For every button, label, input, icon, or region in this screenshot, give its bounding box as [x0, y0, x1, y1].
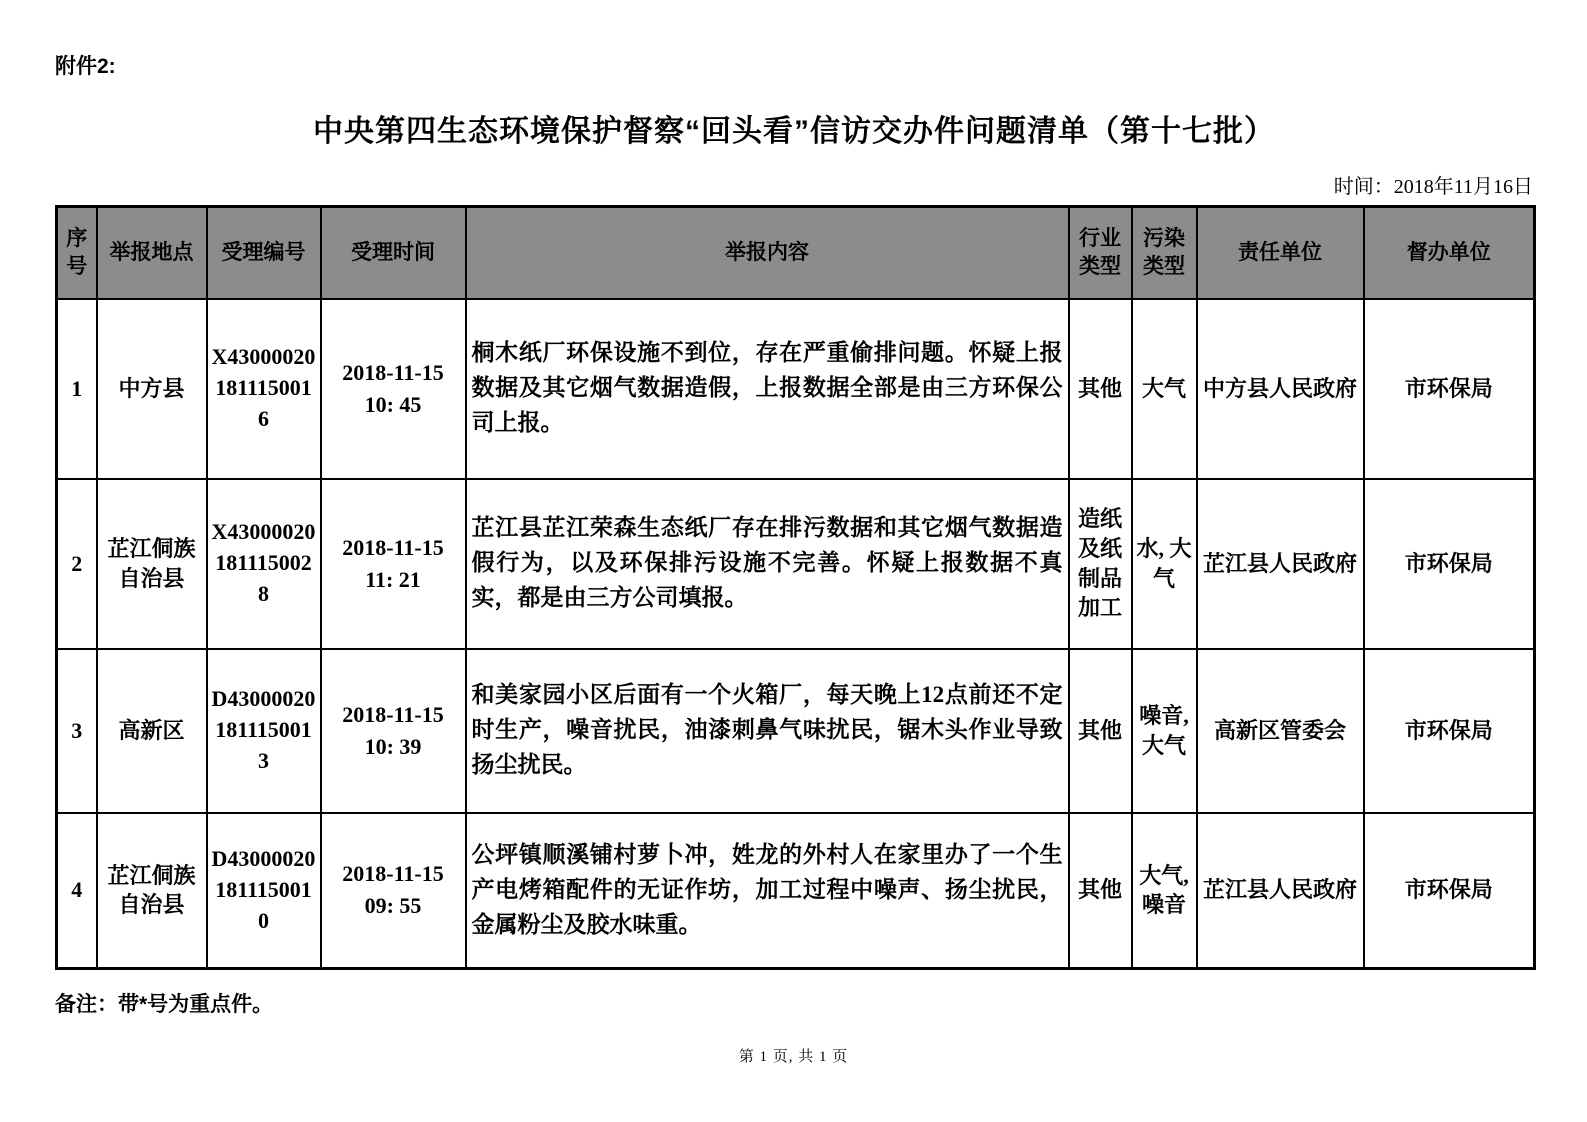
- header-cell-supervising-unit: 督办单位: [1364, 207, 1535, 299]
- cell-seq: 3: [57, 649, 97, 813]
- header-cell-location: 举报地点: [97, 207, 207, 299]
- table-row: [57, 479, 1535, 649]
- table-header-row: [57, 207, 1535, 299]
- cell-accept-time: [321, 299, 466, 479]
- cell-content: 和美家园小区后面有一个火箱厂，每天晚上12点前还不定时生产，噪音扰民，油漆刺鼻气味扰民，锯木头作业导致扬尘扰民。: [466, 649, 1069, 813]
- cell-pollution: 大气: [1132, 299, 1197, 479]
- accept-time: 10: 45: [364, 391, 422, 417]
- cell-industry: 造纸及纸制品加工: [1069, 479, 1132, 649]
- cell-responsible-unit: 中方县人民政府: [1197, 299, 1364, 479]
- cell-seq: 2: [57, 479, 97, 649]
- note: 备注：带*号为重点件。: [55, 993, 274, 1016]
- cell-industry: 其他: [1069, 813, 1132, 969]
- cell-content: 公坪镇顺溪铺村萝卜冲，姓龙的外村人在家里办了一个生产电烤箱配件的无证作坊，加工过程中噪声、扬尘扰民，金属粉尘及胶水味重。: [466, 813, 1069, 969]
- header-cell-responsible-unit: 责任单位: [1197, 207, 1364, 299]
- table-row: [57, 649, 1535, 813]
- cell-responsible-unit: 芷江县人民政府: [1197, 479, 1364, 649]
- cell-pollution: 水, 大气: [1132, 479, 1197, 649]
- header-cell-case-no: 受理编号: [207, 207, 321, 299]
- cell-responsible-unit: 芷江县人民政府: [1197, 813, 1364, 969]
- cell-content: 桐木纸厂环保设施不到位，存在严重偷排问题。怀疑上报数据及其它烟气数据造假，上报数据全部是由三方环保公司上报。: [466, 299, 1069, 479]
- cell-pollution: 噪音, 大气: [1132, 649, 1197, 813]
- table-row: [57, 299, 1535, 479]
- accept-date: 2018-11-15: [342, 701, 444, 727]
- cell-accept-time: [321, 479, 466, 649]
- page-title: 中央第四生态环境保护督察“回头看”信访交办件问题清单（第十七批）: [313, 115, 1275, 148]
- cell-supervising-unit: 市环保局: [1364, 299, 1535, 479]
- cell-accept-time: [321, 813, 466, 969]
- cell-location: 高新区: [97, 649, 207, 813]
- accept-date: 2018-11-15: [342, 359, 444, 385]
- accept-date: 2018-11-15: [342, 861, 444, 887]
- complaints-table: [55, 205, 1536, 970]
- cell-case-no: D430000201811150013: [207, 649, 321, 813]
- cell-industry: 其他: [1069, 299, 1132, 479]
- cell-case-no: D430000201811150010: [207, 813, 321, 969]
- table-row: [57, 813, 1535, 969]
- cell-accept-time: [321, 649, 466, 813]
- cell-industry: 其他: [1069, 649, 1132, 813]
- header-cell-industry: 行业类型: [1069, 207, 1132, 299]
- header-cell-pollution: 污染类型: [1132, 207, 1197, 299]
- accept-date: 2018-11-15: [342, 534, 444, 560]
- cell-location: 芷江侗族自治县: [97, 479, 207, 649]
- cell-pollution: 大气, 噪音: [1132, 813, 1197, 969]
- accept-time: 10: 39: [364, 733, 422, 759]
- header-cell-accept-time: 受理时间: [321, 207, 466, 299]
- cell-seq: 1: [57, 299, 97, 479]
- cell-location: 芷江侗族自治县: [97, 813, 207, 969]
- date-label: 时间：2018年11月16日: [1333, 176, 1533, 198]
- cell-supervising-unit: 市环保局: [1364, 813, 1535, 969]
- cell-responsible-unit: 高新区管委会: [1197, 649, 1364, 813]
- header-cell-seq: 序号: [57, 207, 97, 299]
- cell-case-no: X430000201811150028: [207, 479, 321, 649]
- accept-time: 09: 55: [364, 893, 422, 919]
- header-cell-content: 举报内容: [466, 207, 1069, 299]
- cell-seq: 4: [57, 813, 97, 969]
- page-number: 第 1 页, 共 1 页: [738, 1049, 849, 1065]
- attachment-label: 附件2:: [55, 55, 116, 78]
- cell-case-no: X430000201811150016: [207, 299, 321, 479]
- accept-time: 11: 21: [365, 566, 421, 592]
- cell-supervising-unit: 市环保局: [1364, 649, 1535, 813]
- cell-supervising-unit: 市环保局: [1364, 479, 1535, 649]
- cell-location: 中方县: [97, 299, 207, 479]
- cell-content: 芷江县芷江荣森生态纸厂存在排污数据和其它烟气数据造假行为，以及环保排污设施不完善。怀疑上报数据不真实，都是由三方公司填报。: [466, 479, 1069, 649]
